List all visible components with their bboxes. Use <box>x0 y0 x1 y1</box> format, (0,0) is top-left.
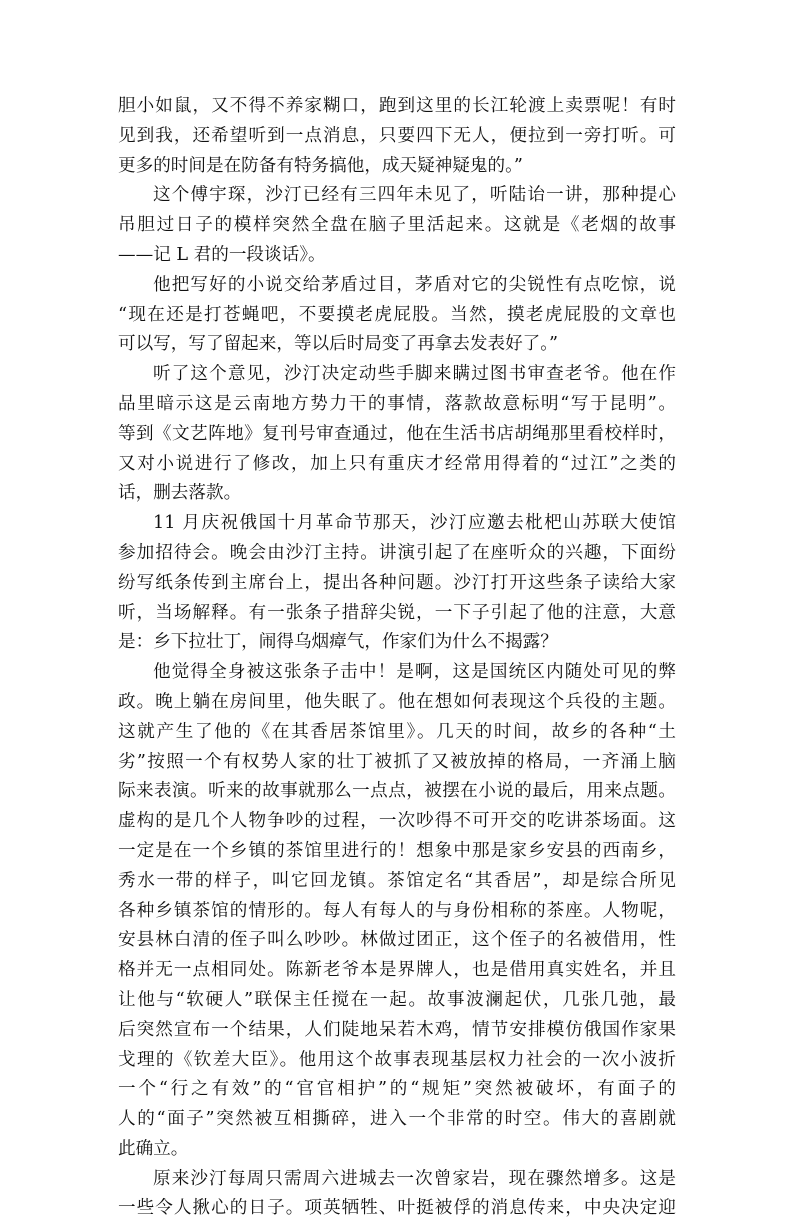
text-line: 又对小说进行了修改，加上只有重庆才经常用得着的“过江”之类的 <box>118 453 676 474</box>
paragraph-start-line: 他觉得全身被这张条子击中！是啊，这是国统区内随处可见的弊 <box>153 662 676 683</box>
text-line: 参加招待会。晚会由沙汀主持。讲演引起了在座听众的兴趣，下面纷 <box>118 542 676 563</box>
text-line: 劣”按照一个有权势人家的壮丁被抓了又被放掉的格局，一齐涌上脑 <box>118 751 676 772</box>
body-text <box>118 92 676 1224</box>
text-line: 一个“行之有效”的“官官相护”的“规矩”突然被破坏，有面子的 <box>118 1079 676 1100</box>
text-line: 戈理的《钦差大臣》。他用这个故事表现基层权力社会的一次小波折 <box>118 1049 676 1070</box>
paragraph-start-line: 11 月庆祝俄国十月革命节那天，沙汀应邀去枇杷山苏联大使馆 <box>153 513 676 534</box>
text-line: 政。晚上躺在房间里，他失眠了。他在想如何表现这个兵役的主题。 <box>118 691 676 712</box>
text-line: 秀水一带的样子，叫它回龙镇。茶馆定名“其香居”，却是综合所见 <box>118 870 676 891</box>
text-line: 更多的时间是在防备有特务搞他，成天疑神疑鬼的。” <box>118 155 523 176</box>
text-line: 听，当场解释。有一张条子措辞尖锐，一下子引起了他的注意，大意 <box>118 602 676 623</box>
text-line: ——记 L 君的一段谈话》。 <box>118 244 326 265</box>
text-line: 一定是在一个乡镇的茶馆里进行的！想象中那是家乡安县的西南乡， <box>118 840 676 861</box>
text-line: 是：乡下拉壮丁，闹得乌烟瘴气，作家们为什么不揭露？ <box>118 632 558 653</box>
paragraph-start-line: 他把写好的小说交给茅盾过目，茅盾对它的尖锐性有点吃惊，说 <box>153 274 676 295</box>
text-line: 等到《文艺阵地》复刊号审查通过，他在生活书店胡绳那里看校样时， <box>118 423 676 444</box>
text-line: 此确立。 <box>118 1138 189 1159</box>
text-line: 一些令人揪心的日子。项英牺牲、叶挺被俘的消息传来，中央决定迎 <box>118 1198 676 1219</box>
text-line: 让他与“软硬人”联保主任搅在一起。故事波澜起伏，几张几弛，最 <box>118 989 676 1010</box>
text-line: 格并无一点相同处。陈新老爷本是界牌人，也是借用真实姓名，并且 <box>118 960 676 981</box>
text-line: 吊胆过日子的模样突然全盘在脑子里活起来。这就是《老烟的故事 <box>118 215 676 236</box>
text-line: 各种乡镇茶馆的情形的。每人有每人的与身份相称的茶座。人物呢， <box>118 900 676 921</box>
text-line: 安县林白清的侄子叫么吵吵。林做过团正，这个侄子的名被借用，性 <box>118 930 676 951</box>
text-line: 见到我，还希望听到一点消息，只要四下无人，便拉到一旁打听。可 <box>118 125 676 146</box>
text-line: 品里暗示这是云南地方势力干的事情，落款故意标明“写于昆明”。 <box>118 393 676 414</box>
text-line: 胆小如鼠，又不得不养家糊口，跑到这里的长江轮渡上卖票呢！有时 <box>118 96 676 116</box>
text-line: 虚构的是几个人物争吵的过程，一次吵得不可开交的吃讲茶场面。这 <box>118 811 676 832</box>
paragraph-start-line: 这个傅宇琛，沙汀已经有三四年未见了，听陆诒一讲，那种提心 <box>153 185 676 206</box>
text-line: “现在还是打苍蝇吧，不要摸老虎屁股。当然，摸老虎屁股的文章也 <box>118 304 676 325</box>
text-line: 可以写，写了留起来，等以后时局变了再拿去发表好了。” <box>118 334 559 355</box>
text-line: 人的“面子”突然被互相撕碎，进入一个非常的时空。伟大的喜剧就 <box>118 1109 676 1130</box>
paragraph-start-line: 原来沙汀每周只需周六进城去一次曾家岩，现在骤然增多。这是 <box>153 1168 676 1189</box>
text-line: 纷写纸条传到主席台上，提出各种问题。沙汀打开这些条子读给大家 <box>118 572 676 593</box>
text-line: 这就产生了他的《在其香居茶馆里》。几天的时间，故乡的各种“土 <box>118 721 676 742</box>
text-line: 际来表演。听来的故事就那么一点点，被摆在小说的最后，用来点题。 <box>118 781 676 802</box>
text-line: 后突然宣布一个结果，人们陡地呆若木鸡，情节安排模仿俄国作家果 <box>118 1019 676 1040</box>
text-line: 话，删去落款。 <box>118 483 242 504</box>
paragraph-start-line: 听了这个意见，沙汀决定动些手脚来瞒过图书审查老爷。他在作 <box>153 364 676 385</box>
